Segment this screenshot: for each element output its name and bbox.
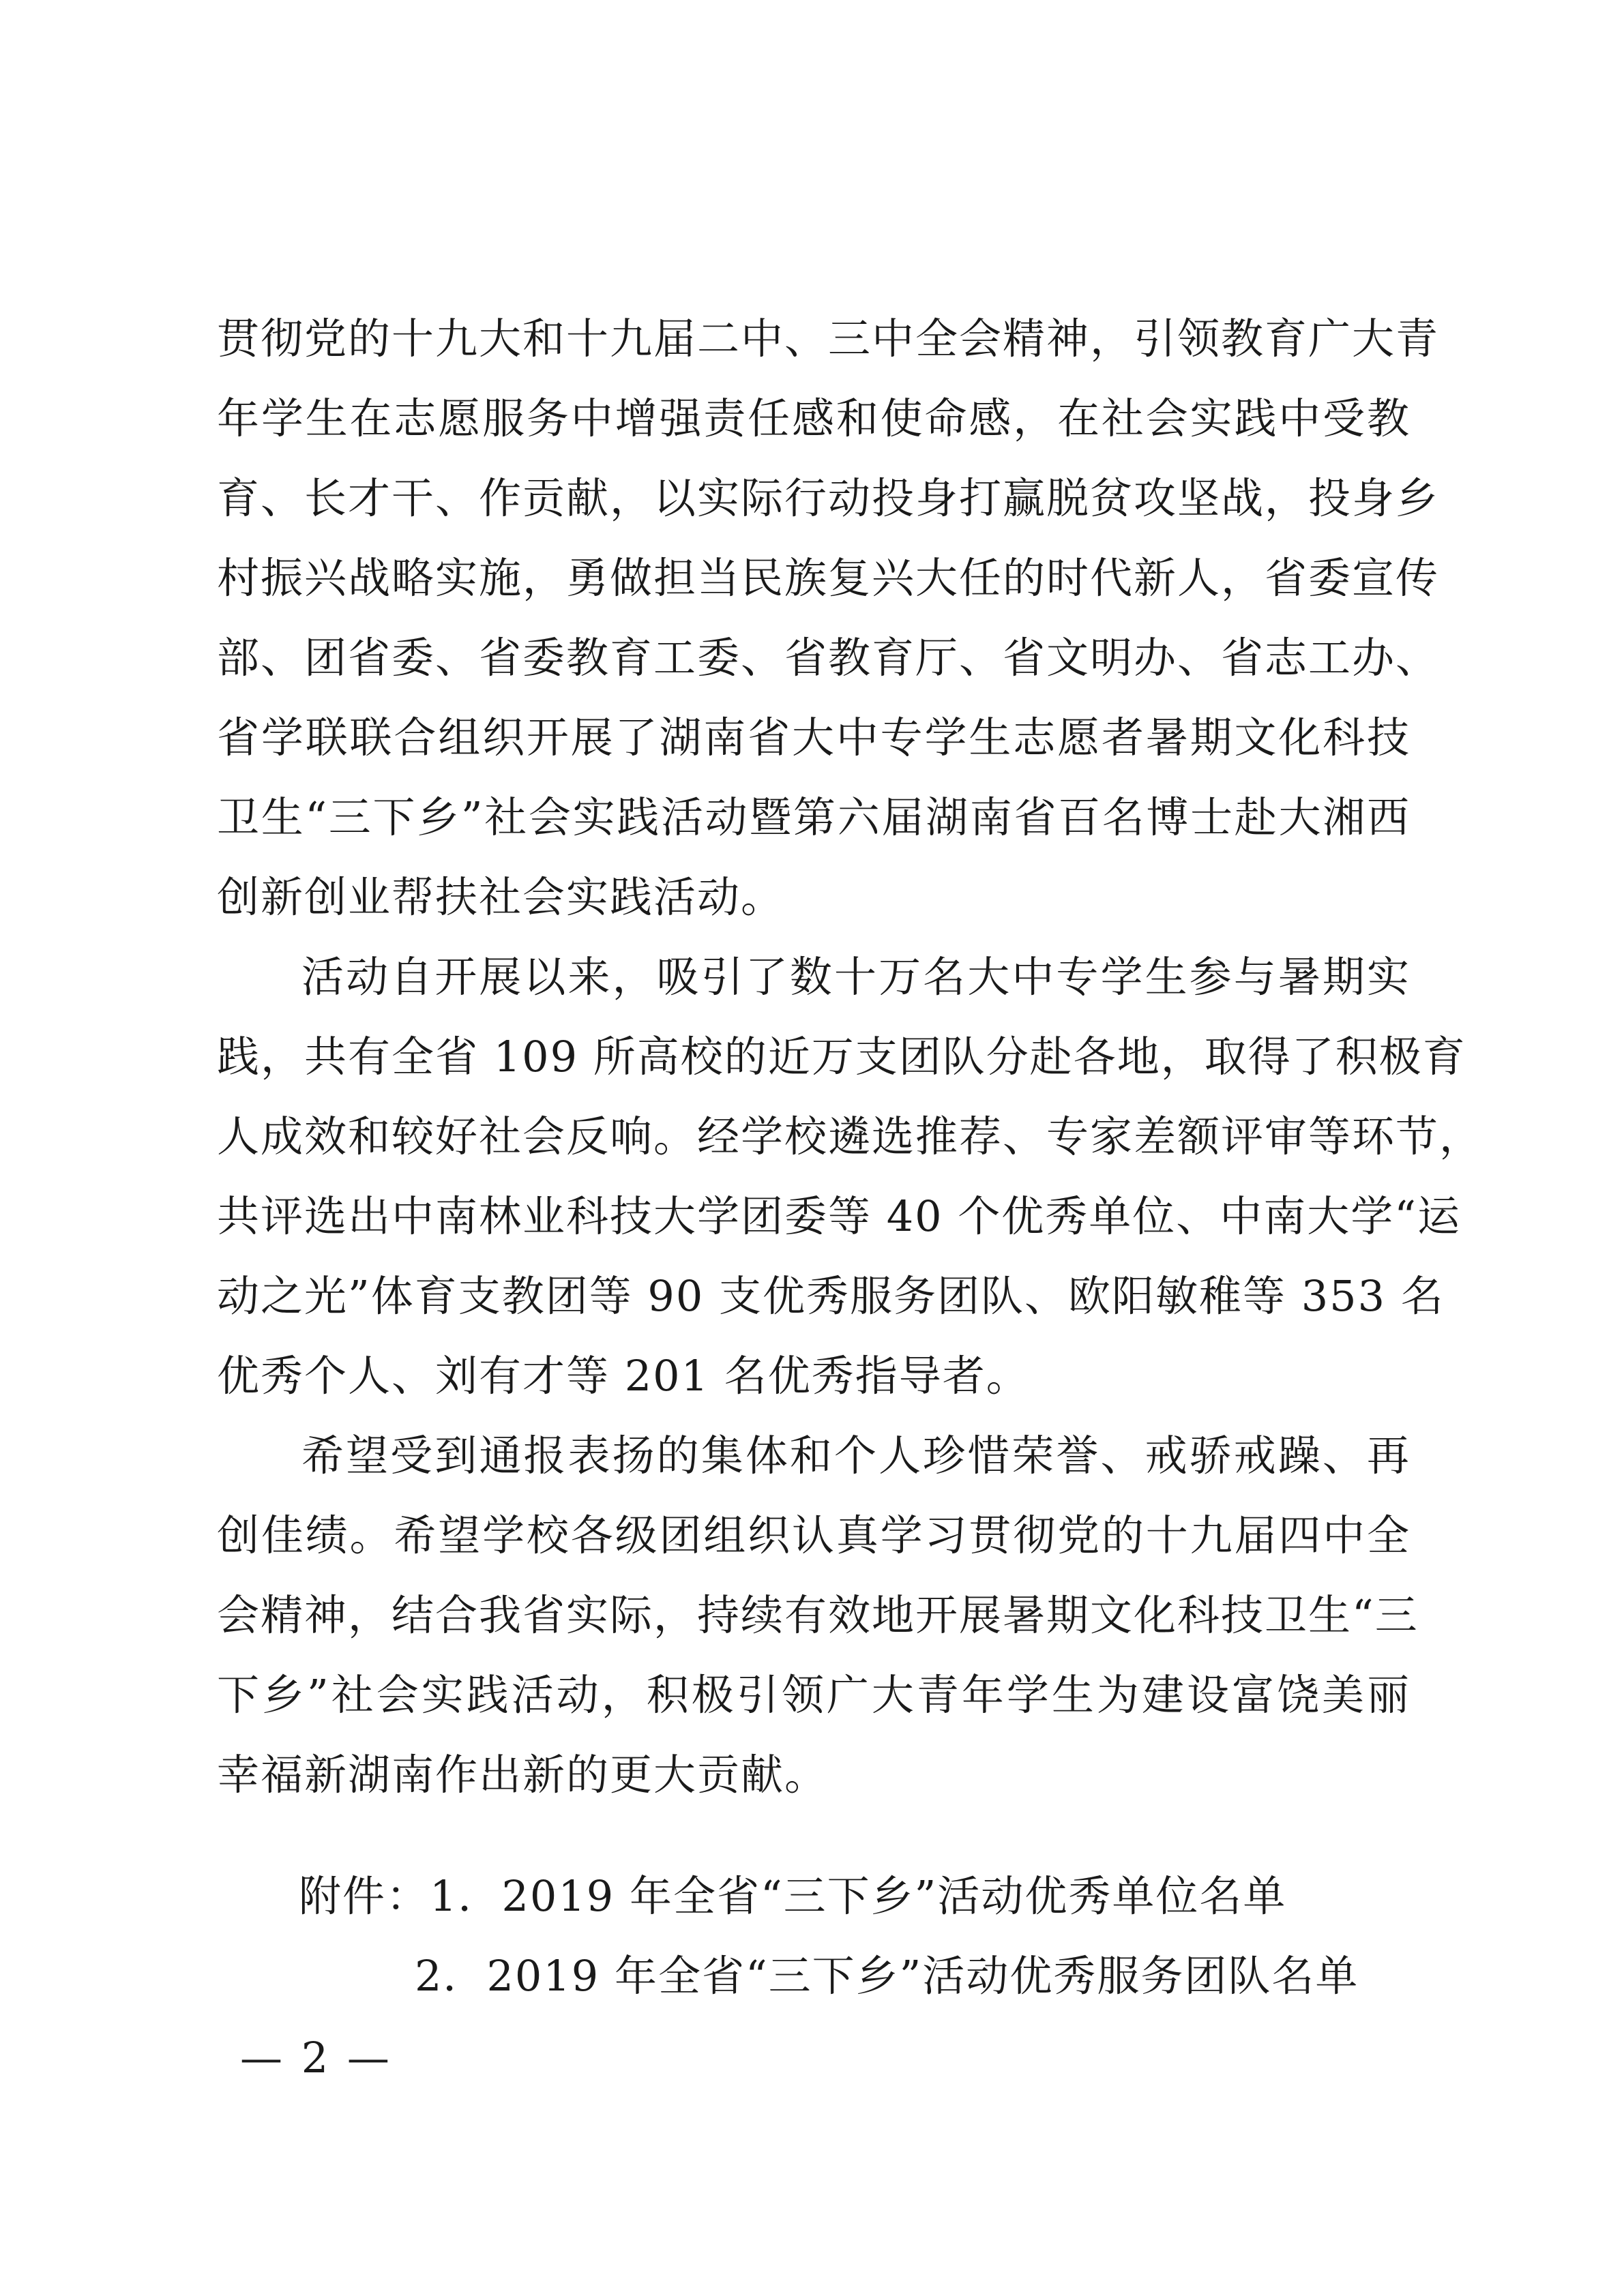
paragraph-1	[217, 299, 1440, 937]
text-line: 幸福新湖南作出新的更大贡献。	[217, 1750, 829, 1800]
text-line: 省学联联合组织开展了湖南省大中专学生志愿者暑期文化科技	[217, 713, 1411, 762]
text-line: 活动自开展以来，吸引了数十万名大中专学生参与暑期实	[301, 952, 1411, 1002]
text-line: 希望受到通报表扬的集体和个人珍惜荣誉、戒骄戒躁、再	[301, 1431, 1411, 1480]
attachments-list	[299, 1856, 1417, 2016]
document-body	[217, 299, 1483, 1815]
text-line: 创新创业帮扶社会实践活动。	[217, 872, 785, 922]
text-line: 动之光”体育支教团等 90 支优秀服务团队、欧阳敏稚等 353 名	[217, 1271, 1445, 1321]
paragraph-2	[217, 937, 1483, 1416]
text-line: 践，共有全省 109 所高校的近万支团队分赴各地，取得了积极育	[217, 1032, 1466, 1082]
text-line: 卫生“三下乡”社会实践活动暨第六届湖南省百名博士赴大湘西	[217, 792, 1411, 842]
text-line: 优秀个人、刘有才等 201 名优秀指导者。	[217, 1351, 1030, 1401]
text-line: 会精神，结合我省实际，持续有效地开展暑期文化科技卫生“三	[217, 1590, 1419, 1640]
text-line: 创佳绩。希望学校各级团组织认真学习贯彻党的十九届四中全	[217, 1510, 1411, 1560]
text-line: 贯彻党的十九大和十九届二中、三中全会精神，引领教育广大青	[217, 314, 1440, 363]
attachment-item: 2．2019 年全省“三下乡”活动优秀服务团队名单	[415, 1951, 1359, 2001]
text-line: 人成效和较好社会反响。经学校遴选推荐、专家差额评审等环节，	[217, 1112, 1483, 1161]
text-line: 村振兴战略实施，勇做担当民族复兴大任的时代新人，省委宣传	[217, 553, 1440, 603]
text-line: 部、团省委、省委教育工委、省教育厅、省文明办、省志工办、	[217, 633, 1440, 683]
text-line: 下乡”社会实践活动，积极引领广大青年学生为建设富饶美丽	[217, 1670, 1411, 1720]
attachment-item: 附件：1．2019 年全省“三下乡”活动优秀单位名单	[299, 1871, 1287, 1921]
page-number: — 2 —	[240, 2033, 392, 2083]
text-line: 育、长才干、作贡献，以实际行动投身打赢脱贫攻坚战，投身乡	[217, 473, 1440, 523]
paragraph-3	[217, 1416, 1419, 1815]
text-line: 年学生在志愿服务中增强责任感和使命感，在社会实践中受教	[217, 393, 1411, 443]
text-line: 共评选出中南林业科技大学团委等 40 个优秀单位、中南大学“运	[217, 1191, 1462, 1241]
